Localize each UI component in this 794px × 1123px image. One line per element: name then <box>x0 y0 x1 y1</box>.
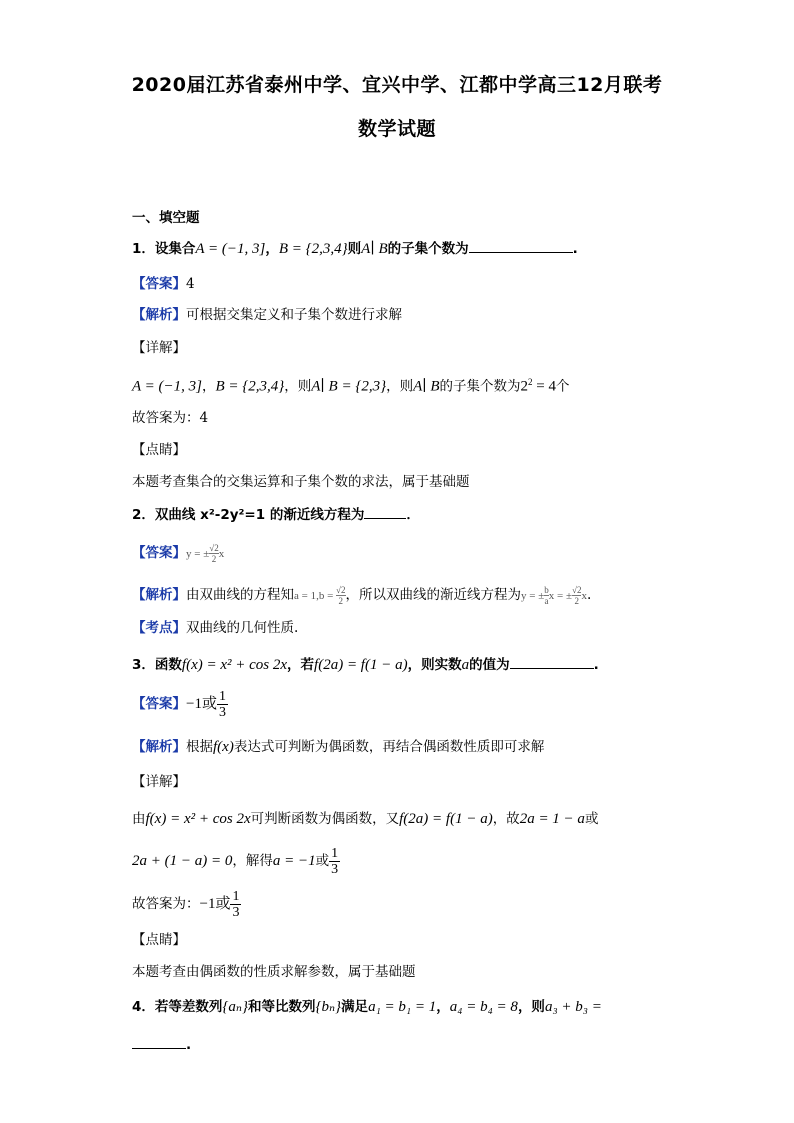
q2-answer: 【答案】y = ± $\frac{√2}{2}$ x <box>132 543 225 564</box>
q3-detail-2: 2a + (1 − a) = 0，解得a = −1或 $\frac{1}{3}$ <box>132 846 339 877</box>
q1-comment-label: 【点睛】 <box>132 442 186 458</box>
title-line-2: 数学试题 <box>357 118 436 140</box>
question-1: 1．设集合A = (−1, 3]，B = {2,3,4}则A∣ B的子集个数为 . <box>132 238 694 259</box>
q3-so: 故答案为：−1或 $\frac{1}{3}$ <box>132 889 240 920</box>
q3-analysis: 【解析】根据f(x)表达式可判断为偶函数，再结合偶函数性质即可求解 <box>132 739 545 755</box>
answer-blank <box>469 238 573 253</box>
q3-detail-1: 由f(x) = x² + cos 2x可判断函数为偶函数，又f(2a) = f(1 − a)，故2a = 1 − a或 <box>132 811 599 827</box>
q1-num: 1． <box>132 241 155 257</box>
answer-blank <box>132 1034 186 1049</box>
question-4-blank: . <box>132 1034 694 1055</box>
q3-comment: 本题考查由偶函数的性质求解参数，属于基础题 <box>132 964 416 980</box>
q2-analysis: 【解析】由双曲线的方程知a = 1,b = $\frac{√2}{2}$ ，所以双曲线的渐近线方程为y = ± $\frac{b}{a}$ x = ± $\frac{√2}{2}$ x. <box>132 585 592 606</box>
q3-detail-label: 【详解】 <box>132 774 186 790</box>
q1-comment: 本题考查集合的交集运算和子集个数的求法，属于基础题 <box>132 474 470 490</box>
q1-so: 故答案为：4 <box>132 410 209 426</box>
q1-detail-label: 【详解】 <box>132 340 186 356</box>
q2-point: 【考点】双曲线的几何性质. <box>132 620 299 636</box>
q1-detail: A = (−1, 3]，B = {2,3,4}，则A∣ B = {2,3}，则A∣ B的子集个数为$2^2 = 4$个 <box>132 377 570 395</box>
q1-analysis: 【解析】可根据交集定义和子集个数进行求解 <box>132 307 402 323</box>
q3-comment-label: 【点睛】 <box>132 932 186 948</box>
section-heading: 一、填空题 <box>132 210 200 226</box>
title-line-1: 2020届江苏省泰州中学、宜兴中学、江都中学高三12月联考 <box>131 74 663 96</box>
q1-answer: 【答案】4 <box>132 276 195 292</box>
q3-answer: 【答案】−1或 $\frac{1}{3}$ <box>132 689 226 720</box>
answer-blank <box>510 654 594 669</box>
question-3: 3．函数f(x) = x² + cos 2x，若f(2a) = f(1 − a)，则实数a的值为 . <box>132 654 694 675</box>
question-4: 4．若等差数列{aₙ}和等比数列{bₙ}满足a₁ = b₁ = 1，a₄ = b₄ = 8，则a₃ + b₃ = <box>132 999 602 1015</box>
question-2: 2．双曲线 x²-2y²=1 的渐近线方程为 ． <box>132 504 694 525</box>
answer-blank <box>364 504 406 519</box>
